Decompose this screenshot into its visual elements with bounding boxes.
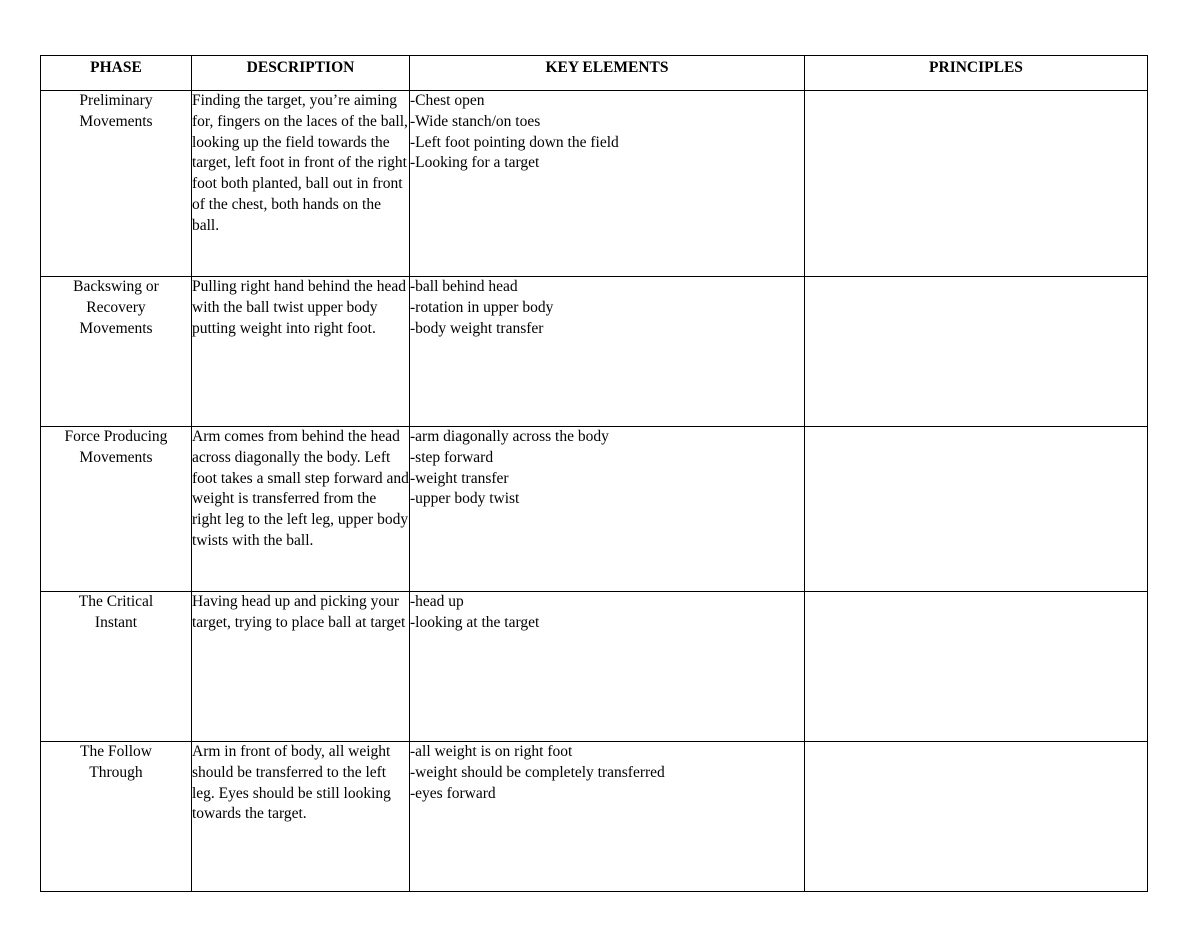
- key-element-item: -Chest open: [410, 92, 485, 109]
- phase-label: The Critical Instant: [78, 593, 154, 631]
- key-elements-cell: [410, 277, 805, 427]
- phase-analysis-table: [40, 55, 1148, 892]
- key-elements-cell: [410, 427, 805, 592]
- table-row: [41, 91, 1148, 277]
- table-row: [41, 427, 1148, 592]
- phase-cell: [41, 427, 192, 592]
- phase-cell: [41, 592, 192, 742]
- table-row: [41, 742, 1148, 892]
- table-header-row: [41, 56, 1148, 91]
- phase-cell: [41, 277, 192, 427]
- key-element-item: -step forward: [410, 448, 494, 466]
- key-element-item: -arm diagonally across the body: [410, 428, 609, 445]
- principles-cell: [805, 742, 1148, 892]
- key-element-item: -ball behind head: [410, 278, 518, 295]
- header-principles: PRINCIPLES: [805, 56, 1148, 91]
- key-element-item: -body weight transfer: [410, 319, 544, 337]
- key-element-item: -weight transfer: [410, 469, 509, 487]
- description-cell: Having head up and picking your target, trying to place ball at target: [192, 592, 410, 742]
- principles-cell: [805, 91, 1148, 277]
- description-cell: Arm comes from behind the head across diagonally the body. Left foot takes a small step forward and weight is transferred from the right leg to the left leg, upper body twists with the ball.: [192, 427, 410, 592]
- phase-label: Preliminary Movements: [79, 92, 153, 130]
- header-description: DESCRIPTION: [192, 56, 410, 91]
- key-elements-cell: [410, 592, 805, 742]
- key-element-item: -eyes forward: [410, 784, 496, 802]
- description-cell: Finding the target, you’re aiming for, fingers on the laces of the ball, looking up the field towards the target, left foot in front of the right foot both planted, ball out in front of the chest, both hands on the ball.: [192, 91, 410, 277]
- principles-cell: [805, 277, 1148, 427]
- table-row: [41, 592, 1148, 742]
- key-element-item: -Left foot pointing down the field: [410, 133, 619, 151]
- key-element-item: -looking at the target: [410, 613, 540, 631]
- phase-label: The Follow Through: [80, 743, 152, 781]
- key-element-item: -upper body twist: [410, 490, 520, 508]
- table-row: [41, 277, 1148, 427]
- phase-cell: [41, 742, 192, 892]
- principles-cell: [805, 427, 1148, 592]
- description-cell: Arm in front of body, all weight should be transferred to the left leg. Eyes should be still looking towards the target.: [192, 742, 410, 892]
- key-element-item: -Looking for a target: [410, 154, 540, 172]
- key-element-item: -Wide stanch/on toes: [410, 112, 541, 130]
- phase-cell: [41, 91, 192, 277]
- key-element-item: -all weight is on right foot: [410, 743, 573, 760]
- key-element-item: -weight should be completely transferred: [410, 763, 665, 781]
- phase-label: Backswing or Recovery Movements: [73, 278, 159, 337]
- phase-label: Force Producing Movements: [64, 428, 168, 466]
- key-elements-cell: [410, 91, 805, 277]
- principles-cell: [805, 592, 1148, 742]
- description-cell: Pulling right hand behind the head with the ball twist upper body putting weight into right foot.: [192, 277, 410, 427]
- key-element-item: -head up: [410, 593, 464, 610]
- key-elements-cell: [410, 742, 805, 892]
- header-phase: PHASE: [41, 56, 192, 91]
- header-key-elements: KEY ELEMENTS: [410, 56, 805, 91]
- key-element-item: -rotation in upper body: [410, 298, 554, 316]
